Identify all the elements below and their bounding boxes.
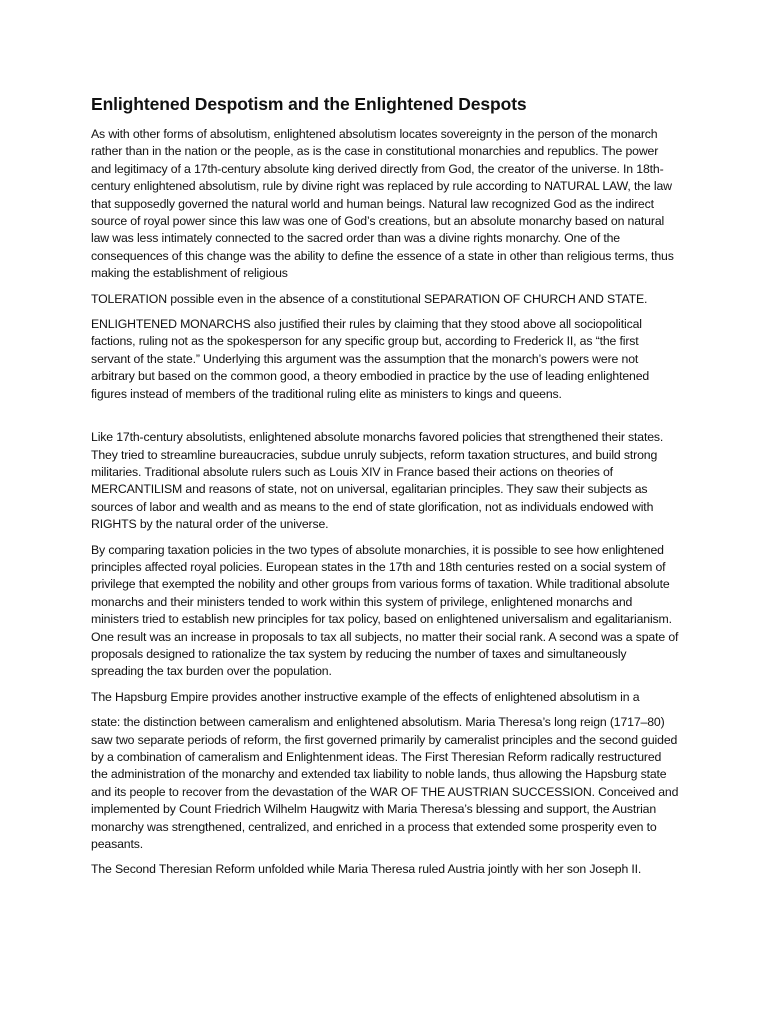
document-page — [91, 92, 681, 887]
paragraph-enlightened-monarchs: ENLIGHTENED MONARCHS also justified their rules by claiming that they stood above all sociopolitical factions, ruling not as the spokesperson for any specific group but, according to Frederick II, as “the first servant of the state.” Underlying this argument was the assumption that the monarch’s powers were not arbitrary but based on the common good, a theory embodied in practice by the use of leading enlightened figures instead of members of the traditional ruling elite as ministers to kings and queens. — [91, 317, 650, 401]
paragraph-taxation: By comparing taxation policies in the two types of absolute monarchies, it is possible to see how enlightened principles affected royal policies. European states in the 17th and 18th centuries rested on a social system of privilege that exempted the nobility and other groups from various forms of taxation. While traditional absolute monarchs and their ministers tended to work within this system of privilege, enlightened monarchs and ministers tried to establish new principles for tax policy, based on enlightened universalism and egalitarianism. One result was an increase in proposals to tax all subjects, no matter their social rank. A second was a spate of proposals designed to rationalize the tax system by reducing the number of taxes and simultaneously spreading the tax burden over the population. — [91, 542, 679, 679]
document-title: Enlightened Despotism and the Enlightened Despots — [91, 94, 527, 114]
paragraph-policies: Like 17th-century absolutists, enlightened absolute monarchs favored policies that strengthened their states. They tried to streamline bureaucracies, subdue unruly subjects, reform taxation structures, and build strong militaries. Traditional absolute rulers such as Louis XIV in France based their actions on theories of MERCANTILISM and reasons of state, not on universal, egalitarian principles. They saw their subjects as sources of labor and wealth and as means to the end of state glorification, not as individuals endowed with RIGHTS by the natural order of the universe. — [91, 430, 664, 532]
paragraph-theresian-reform: state: the distinction between cameralism and enlightened absolutism. Maria Theresa’s long reign (1717–80) saw two separate periods of reform, the first governed primarily by cameralist principles and the second guided by a combination of cameralism and Enlightenment ideas. The First Theresian Reform radically restructured the administration of the monarchy and extended tax liability to noble lands, thus allowing the Hapsburg state and its people to recover from the devastation of the WAR OF THE AUSTRIAN SUCCESSION. Conceived and implemented by Count Friedrich Wilhelm Haugwitz with Maria Theresa’s blessing and support, the Austrian monarchy was strengthened, centralized, and enriched in a process that extended some prosperity even to peasants. — [91, 715, 679, 852]
paragraph-toleration: TOLERATION possible even in the absence of a constitutional SEPARATION OF CHURCH AND STATE. — [91, 291, 648, 306]
paragraph-hapsburg-intro: The Hapsburg Empire provides another instructive example of the effects of enlightened absolutism in a — [91, 689, 640, 704]
paragraph-second-reform: The Second Theresian Reform unfolded while Maria Theresa ruled Austria jointly with her son Joseph II. — [91, 862, 642, 877]
paragraph-absolutism: As with other forms of absolutism, enlightened absolutism locates sovereignty in the person of the monarch rather than in the nation or the people, as is the case in constitutional monarchies and republics. The power and legitimacy of a 17th-century absolute king derived directly from God, the creator of the universe. In 18th-century enlightened absolutism, rule by divine right was replaced by rule according to NATURAL LAW, the law that supposedly governed the natural world and human beings. Natural law recognized God as the indirect source of royal power since this law was one of God’s creations, but an absolute monarchy based on natural law was less intimately connected to the sacred order than was a divine rights monarchy. One of the consequences of this change was the ability to define the essence of a state in other than religious terms, thus making the establishment of religious — [91, 127, 674, 281]
